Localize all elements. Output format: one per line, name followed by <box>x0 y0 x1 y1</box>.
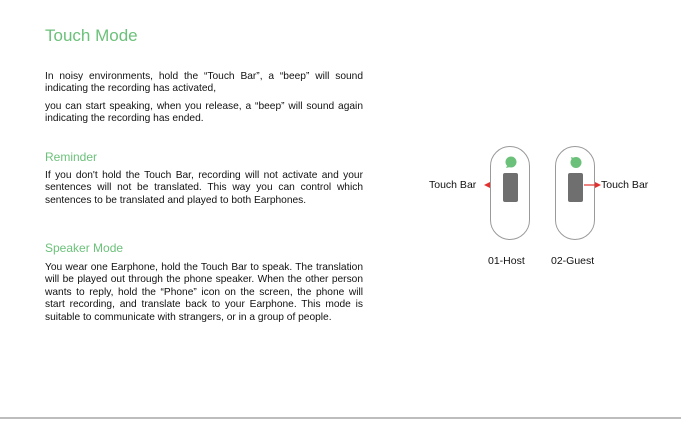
divider <box>0 417 681 419</box>
host-caption: 01-Host <box>488 255 525 267</box>
intro-paragraph-1: In noisy environments, hold the “Touch Bar”, a “beep” will sound indicating the recording has activated, <box>45 71 363 95</box>
led-icon <box>569 155 583 169</box>
intro-paragraph-2: you can start speaking, when you release, a “beep” will sound again indicating the recording has ended. <box>45 101 363 125</box>
touch-bar-label-left: Touch Bar <box>429 179 477 191</box>
reminder-heading: Reminder <box>45 150 98 164</box>
page-title: Touch Mode <box>45 26 138 45</box>
led-icon <box>504 155 518 169</box>
host-earphone <box>490 146 530 240</box>
guest-caption: 02-Guest <box>551 255 595 267</box>
reminder-paragraph: If you don't hold the Touch Bar, recording will not activate and your sentences will not be translated. This way you can control which sentences to be translated and played to both Earphones. <box>45 170 363 206</box>
speaker-mode-heading: Speaker Mode <box>45 241 124 255</box>
touch-bar-label-right: Touch Bar <box>601 179 649 191</box>
touch-bar <box>568 173 583 202</box>
guest-earphone <box>555 146 595 240</box>
arrow-right-icon <box>584 180 602 190</box>
speaker-mode-paragraph: You wear one Earphone, hold the Touch Bar to speak. The translation will be played out through the phone speaker. When the other person wants to reply, hold the “Phone” icon on the screen, the phone will start recording, and translate back to your Earphone. This mode is suitable to communicate with strangers, or in a group of people. <box>45 262 363 323</box>
touch-bar <box>503 173 518 202</box>
